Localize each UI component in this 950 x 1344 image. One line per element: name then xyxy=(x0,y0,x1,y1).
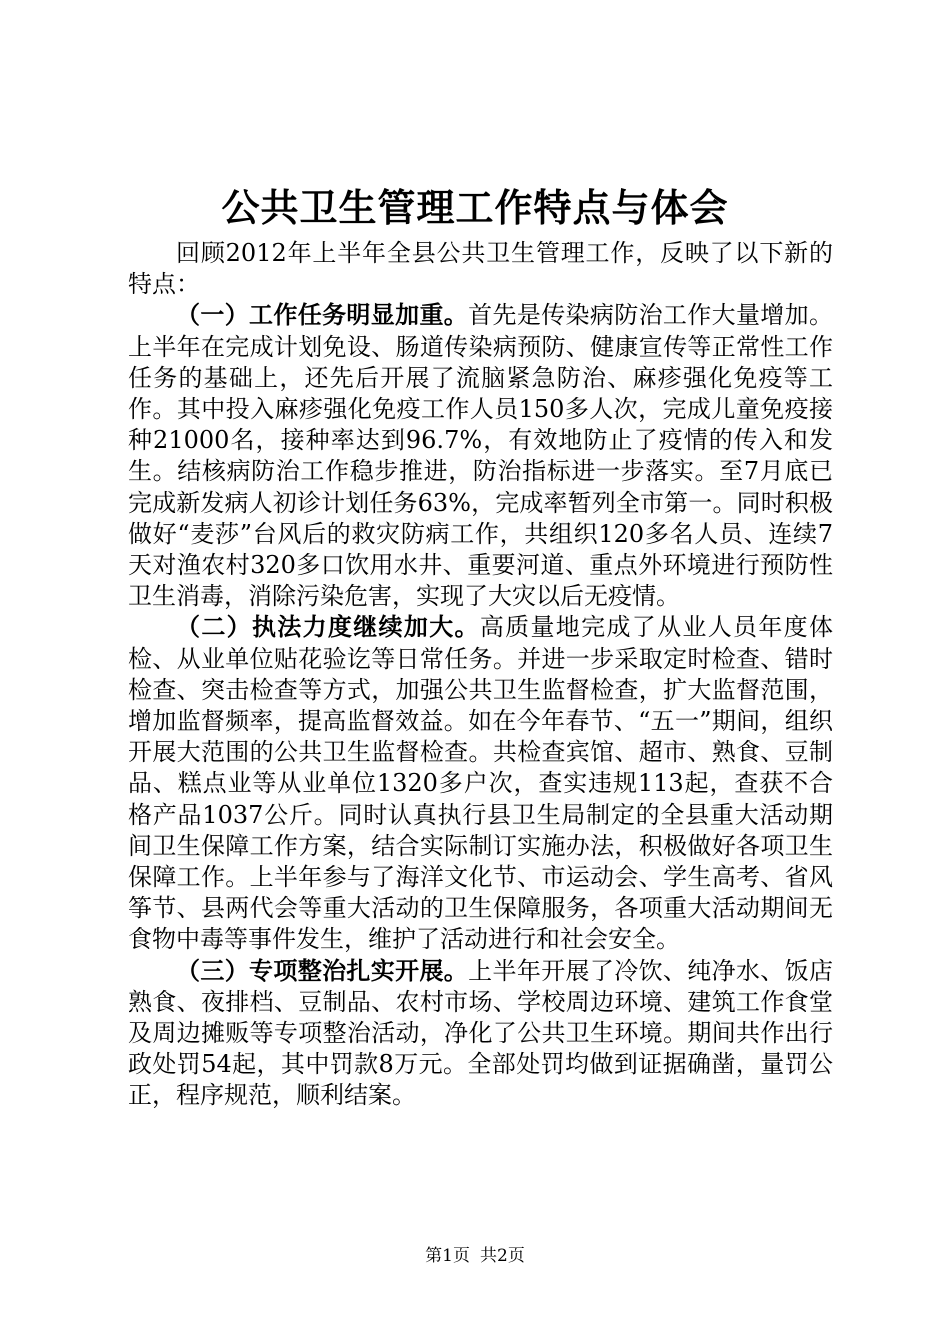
page-number-current: 第1页 xyxy=(425,1246,470,1266)
intro-paragraph: 回顾2012年上半年全县公共卫生管理工作，反映了以下新的特点： xyxy=(128,239,833,299)
document-title: 公共卫生管理工作特点与体会 xyxy=(221,185,729,230)
document-body xyxy=(128,238,833,1112)
section-text-3: 上半年开展了冷饮、纯净水、饭店熟食、夜排档、豆制品、农村市场、学校周边环境、建筑工作食堂及周边摊贩等专项整治活动，净化了公共卫生环境。期间共作出行政处罚54起，其中罚款8万元。全部处罚均做到证据确凿，量罚公正，程序规范，顺利结案。 xyxy=(128,956,834,1110)
section-paragraph-1 xyxy=(128,300,833,612)
section-paragraph-3 xyxy=(128,956,833,1112)
section-text-1: 首先是传染病防治工作大量增加。上半年在完成计划免设、肠道传染病预防、健康宣传等正常性工作任务的基础上，还先后开展了流脑紧急防治、麻疹强化免疫等工作。其中投入麻疹强化免疫工作人员150多人次，完成儿童免疫接种21000名，接种率达到96.7%，有效地防止了疫情的传入和发生。结核病防治工作稳步推进，防治指标进一步落实。至7月底已完成新发病人初诊计划任务63%，完成率暂列全市第一。同时积极做好“麦莎”台风后的救灾防病工作，共组织120多名人员、连续7天对渔农村320多口饮用水井、重要河道、重点外环境进行预防性卫生消毒，消除污染危害，实现了大灾以后无疫情。 xyxy=(128,301,834,611)
page-number-total: 共2页 xyxy=(480,1246,525,1266)
section-paragraph-2 xyxy=(128,612,833,955)
page-footer xyxy=(0,1244,950,1268)
section-text-2: 高质量地完成了从业人员年度体检、从业单位贴花验讫等日常任务。并进一步采取定时检查、错时检查、突击检查等方式，加强公共卫生监督检查，扩大监督范围，增加监督频率，提高监督效益。如在今年春节、“五一”期间，组织开展大范围的公共卫生监督检查。共检查宾馆、超市、熟食、豆制品、糕点业等从业单位1320多户次，查实违规113起，查获不合格产品1037公斤。同时认真执行县卫生局制定的全县重大活动期间卫生保障工作方案，结合实际制订实施办法，积极做好各项卫生保障工作。上半年参与了海洋文化节、市运动会、学生高考、省风筝节、县两代会等重大活动的卫生保障服务，各项重大活动期间无食物中毒等事件发生，维护了活动进行和社会安全。 xyxy=(128,613,834,954)
section-heading-2: （二）执法力度继续加大。 xyxy=(176,613,480,642)
section-heading-3: （三）专项整治扎实开展。 xyxy=(176,956,469,985)
section-heading-1: （一）工作任务明显加重。 xyxy=(176,301,469,330)
